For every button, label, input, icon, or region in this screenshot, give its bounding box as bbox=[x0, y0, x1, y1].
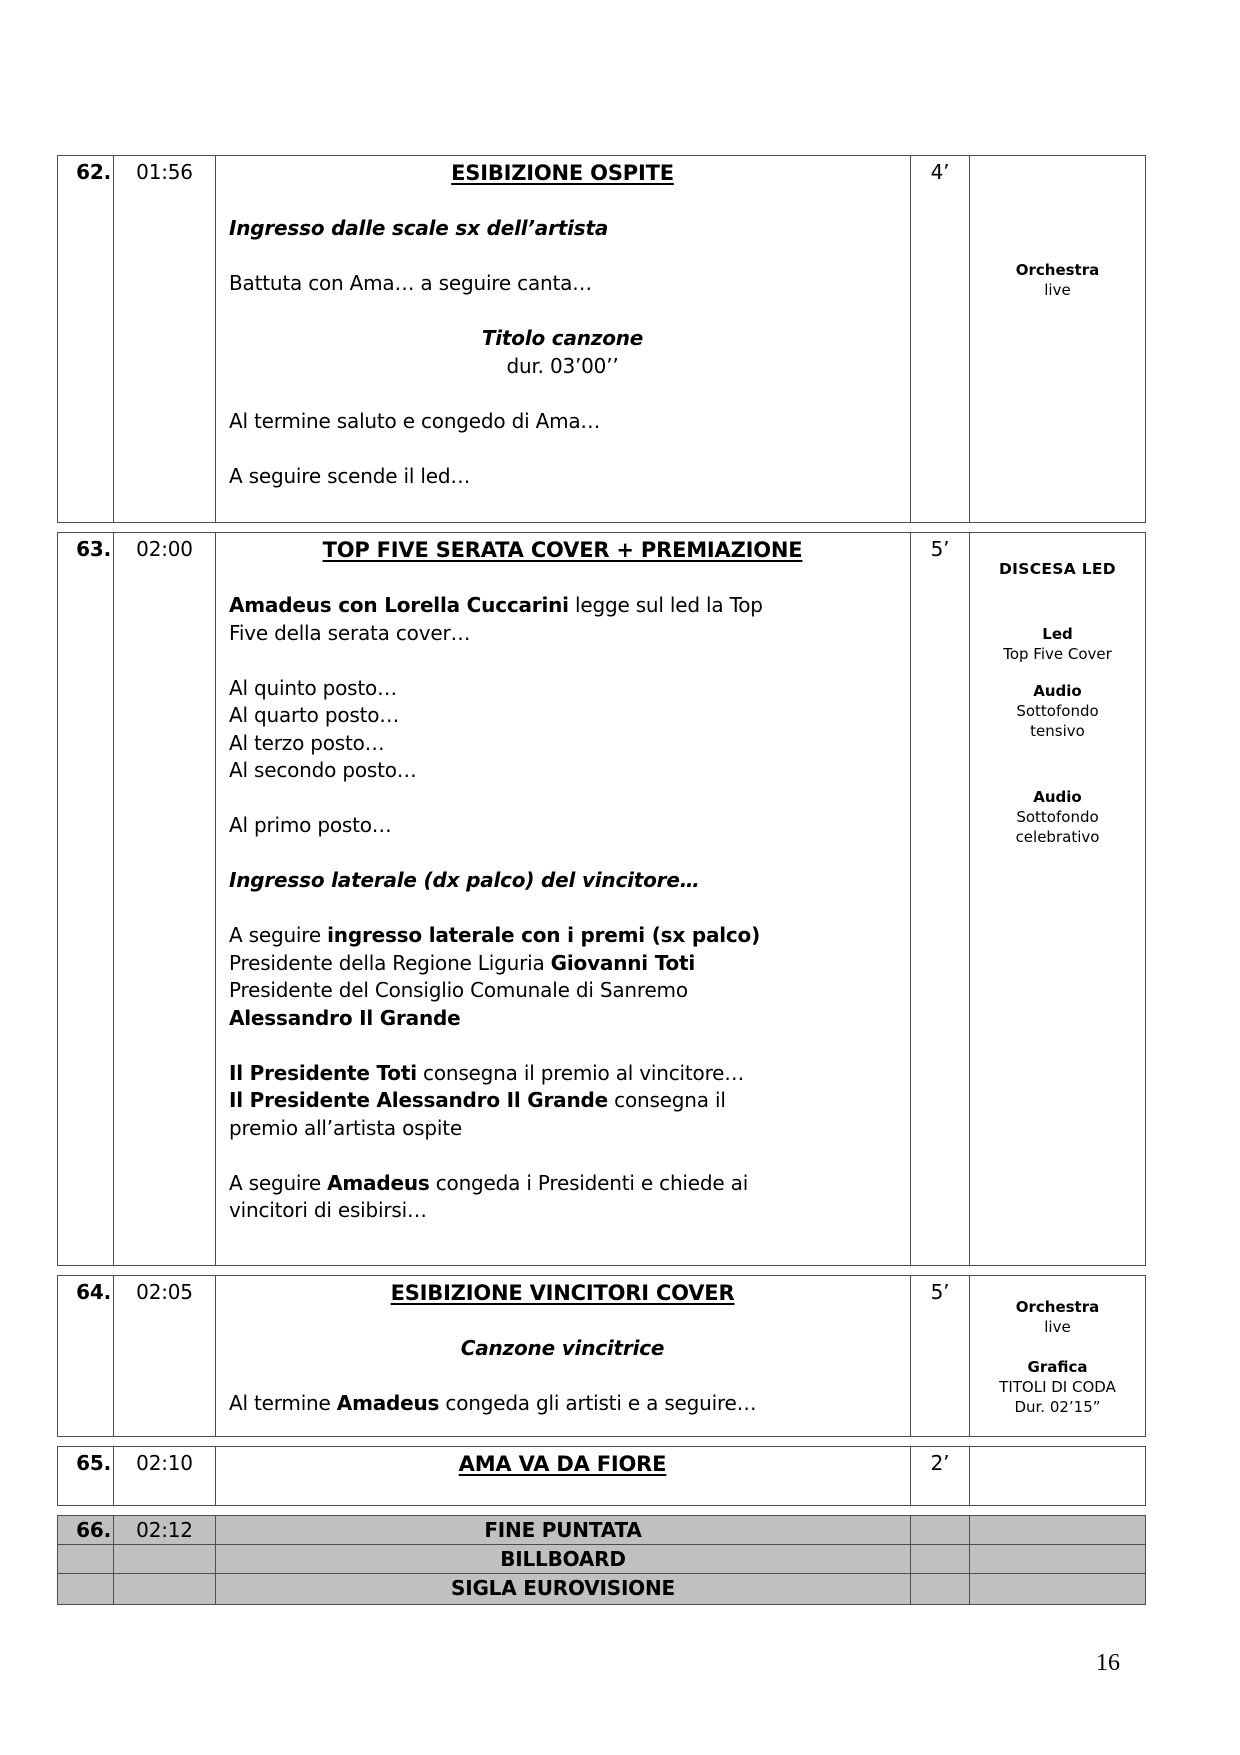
paragraph bbox=[229, 977, 896, 1005]
blank-line bbox=[229, 785, 896, 813]
finale-row-billboard bbox=[58, 1545, 1145, 1574]
duration-cell: 4’ bbox=[911, 156, 970, 522]
text-run: A seguire scende il led… bbox=[229, 463, 471, 488]
paragraph bbox=[229, 757, 896, 785]
blank-line bbox=[229, 1032, 896, 1060]
blank-line bbox=[229, 1363, 896, 1391]
paragraph bbox=[229, 1115, 896, 1143]
notes-cell bbox=[970, 1516, 1145, 1544]
text-run: congeda gli artisti e a seguire… bbox=[439, 1391, 757, 1415]
text-run: Al termine saluto e congedo di Ama… bbox=[229, 408, 601, 433]
item-number bbox=[58, 1574, 114, 1604]
note-line: Audio bbox=[1033, 682, 1082, 700]
paragraph bbox=[229, 463, 896, 491]
paragraph bbox=[229, 408, 896, 436]
duration-cell: 2’ bbox=[911, 1447, 970, 1505]
text-run: Il Presidente Toti bbox=[229, 1060, 417, 1085]
paragraph bbox=[229, 353, 896, 381]
duration-cell: 5’ bbox=[911, 1276, 970, 1436]
time-cell: 02:10 bbox=[114, 1447, 216, 1505]
text-run: Al termine bbox=[229, 1391, 337, 1415]
row-block-65 bbox=[57, 1446, 1146, 1506]
blank-line bbox=[229, 895, 896, 923]
time-cell bbox=[114, 1545, 216, 1573]
finale-label: FINE PUNTATA bbox=[216, 1516, 911, 1544]
note-block bbox=[970, 1357, 1145, 1417]
time-cell: 02:05 bbox=[114, 1276, 216, 1436]
notes-cell bbox=[970, 1545, 1145, 1573]
note-block bbox=[970, 1297, 1145, 1337]
finale-row-fine-puntata bbox=[58, 1516, 1145, 1545]
paragraph bbox=[229, 702, 896, 730]
note-line: tensivo bbox=[1030, 722, 1085, 740]
note-line: Led bbox=[1042, 625, 1073, 643]
text-run: Amadeus bbox=[336, 1391, 440, 1415]
blank-line bbox=[229, 188, 896, 216]
text-run: Presidente del Consiglio Comunale di Sanremo bbox=[229, 978, 688, 1002]
note-line: Dur. 02’15” bbox=[1014, 1398, 1101, 1416]
note-line: Sottofondo bbox=[1016, 808, 1099, 826]
text-run: Five della serata cover… bbox=[229, 620, 471, 645]
paragraph bbox=[229, 620, 896, 648]
text-run: dur. 03’00’’ bbox=[506, 353, 619, 378]
blank-line bbox=[229, 298, 896, 326]
note-block bbox=[970, 559, 1145, 579]
notes-cell bbox=[970, 1276, 1145, 1436]
item-number: 63. bbox=[58, 533, 114, 1265]
notes-cell bbox=[970, 156, 1145, 522]
paragraph bbox=[229, 1060, 896, 1088]
text-run: consegna il premio al vincitore… bbox=[416, 1060, 745, 1085]
paragraph bbox=[229, 325, 896, 353]
blank-line bbox=[229, 565, 896, 593]
row-block-63 bbox=[57, 532, 1146, 1266]
content-cell bbox=[216, 533, 911, 1265]
blank-line bbox=[229, 1308, 896, 1336]
text-run: Al quarto posto… bbox=[229, 703, 400, 727]
content-cell bbox=[216, 1447, 911, 1505]
text-run: Titolo canzone bbox=[481, 326, 644, 350]
notes-cell bbox=[970, 1447, 1145, 1505]
text-run: legge sul led la Top bbox=[568, 593, 763, 617]
text-run: Alessandro Il Grande bbox=[229, 1005, 461, 1030]
section-title: ESIBIZIONE OSPITE bbox=[451, 161, 674, 185]
section-title: TOP FIVE SERATA COVER + PREMIAZIONE bbox=[322, 538, 803, 562]
text-run: ingresso laterale con i premi (sx palco) bbox=[327, 923, 761, 947]
text-run: Battuta con Ama… a seguire canta… bbox=[229, 271, 592, 295]
duration-cell: 5’ bbox=[911, 533, 970, 1265]
row-block-62 bbox=[57, 155, 1146, 523]
notes-cell bbox=[970, 1574, 1145, 1604]
text-run: premio all’artista ospite bbox=[229, 1115, 462, 1140]
text-run: vincitori di esibirsi… bbox=[229, 1198, 427, 1222]
paragraph bbox=[229, 215, 896, 243]
section-title: ESIBIZIONE VINCITORI COVER bbox=[390, 1281, 735, 1305]
item-number: 65. bbox=[58, 1447, 114, 1505]
blank-line bbox=[229, 380, 896, 408]
content-cell bbox=[216, 156, 911, 522]
item-number: 62. bbox=[58, 156, 114, 522]
time-cell: 02:00 bbox=[114, 533, 216, 1265]
paragraph bbox=[229, 812, 896, 840]
blank-line bbox=[229, 840, 896, 868]
note-block bbox=[970, 260, 1145, 300]
rundown-table bbox=[57, 155, 1146, 1605]
blank-line bbox=[229, 647, 896, 675]
row-block-66-finale bbox=[57, 1515, 1146, 1605]
finale-label: BILLBOARD bbox=[216, 1545, 911, 1573]
note-line: live bbox=[1044, 281, 1071, 299]
note-line: Orchestra bbox=[1015, 261, 1100, 279]
paragraph bbox=[229, 592, 896, 620]
text-run: Amadeus bbox=[327, 1170, 430, 1195]
item-number: 66. bbox=[58, 1516, 114, 1544]
text-run: Al terzo posto… bbox=[229, 730, 385, 755]
row-block-64 bbox=[57, 1275, 1146, 1437]
note-line: live bbox=[1044, 1318, 1071, 1336]
paragraph bbox=[229, 270, 896, 298]
content-cell bbox=[216, 1276, 911, 1436]
time-cell: 01:56 bbox=[114, 156, 216, 522]
text-run: Al primo posto… bbox=[229, 813, 392, 837]
blank-line bbox=[229, 243, 896, 271]
note-line: DISCESA LED bbox=[999, 560, 1116, 578]
paragraph bbox=[229, 1197, 896, 1225]
paragraph bbox=[229, 1390, 896, 1418]
duration-cell bbox=[911, 1545, 970, 1573]
time-cell: 02:12 bbox=[114, 1516, 216, 1544]
paragraph bbox=[229, 675, 896, 703]
text-run: A seguire bbox=[229, 1170, 328, 1195]
text-run: Giovanni Toti bbox=[550, 950, 696, 975]
notes-cell bbox=[970, 533, 1145, 1265]
paragraph bbox=[229, 730, 896, 758]
finale-row-sigla-eurovisione bbox=[58, 1574, 1145, 1604]
paragraph bbox=[229, 1170, 896, 1198]
time-cell bbox=[114, 1574, 216, 1604]
page-number: 16 bbox=[1096, 1650, 1120, 1676]
text-run: Il Presidente Alessandro Il Grande bbox=[229, 1088, 608, 1112]
text-run: consegna il bbox=[608, 1088, 726, 1112]
blank-line bbox=[229, 1142, 896, 1170]
finale-label: SIGLA EUROVISIONE bbox=[216, 1574, 911, 1604]
note-block bbox=[970, 681, 1145, 741]
paragraph bbox=[229, 1335, 896, 1363]
paragraph bbox=[229, 1005, 896, 1033]
text-run: A seguire bbox=[229, 923, 328, 947]
text-run: Presidente della Regione Liguria bbox=[229, 950, 551, 975]
note-line: Grafica bbox=[1027, 1358, 1088, 1376]
text-run: Canzone vincitrice bbox=[460, 1336, 665, 1360]
note-line: Audio bbox=[1033, 788, 1082, 806]
paragraph bbox=[229, 1087, 896, 1115]
text-run: Al secondo posto… bbox=[229, 758, 417, 782]
note-block bbox=[970, 624, 1145, 664]
paragraph bbox=[229, 867, 896, 895]
text-run: Al quinto posto… bbox=[229, 675, 397, 700]
section-title: AMA VA DA FIORE bbox=[458, 1452, 667, 1476]
item-number bbox=[58, 1545, 114, 1573]
note-line: Sottofondo bbox=[1016, 702, 1099, 720]
note-block bbox=[970, 787, 1145, 847]
note-line: Orchestra bbox=[1015, 1298, 1100, 1316]
paragraph bbox=[229, 950, 896, 978]
text-run: Ingresso laterale (dx palco) del vincitore… bbox=[229, 868, 700, 892]
text-run: Amadeus con Lorella Cuccarini bbox=[229, 593, 569, 617]
blank-line bbox=[229, 435, 896, 463]
paragraph bbox=[229, 922, 896, 950]
note-line: Top Five Cover bbox=[1003, 645, 1112, 663]
note-line: celebrativo bbox=[1015, 828, 1100, 846]
duration-cell bbox=[911, 1574, 970, 1604]
note-line: TITOLI DI CODA bbox=[999, 1378, 1116, 1396]
duration-cell bbox=[911, 1516, 970, 1544]
text-run: congeda i Presidenti e chiede ai bbox=[429, 1170, 749, 1195]
item-number: 64. bbox=[58, 1276, 114, 1436]
text-run: Ingresso dalle scale sx dell’artista bbox=[229, 216, 609, 240]
